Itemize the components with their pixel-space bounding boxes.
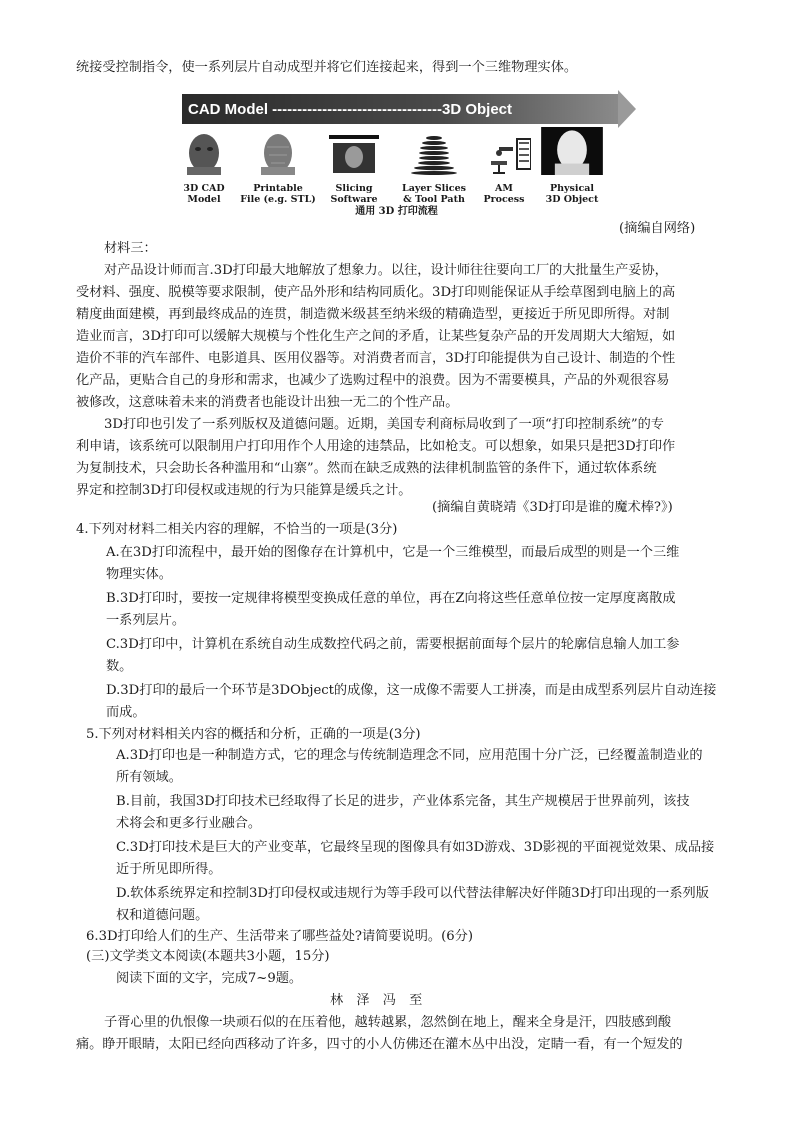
- question-5-option-a: A.3D打印也是一种制造方式，它的理念与传统制造理念不同，应用范围十分广泛，已经覆盖制造业的: [116, 748, 703, 763]
- arrow-right-icon: [618, 90, 636, 128]
- story-line: 痛。睁开眼睛，太阳已经向西移动了许多，四寸的小人仿佛还在灌木丛中出没，定睛一看，有一个短发的: [76, 1037, 683, 1052]
- figure-source: (摘编自网络): [619, 221, 696, 236]
- face-model-icon: [177, 133, 231, 175]
- material3-source: (摘编自黄晓靖《3D打印是谁的魔术棒?》): [432, 500, 673, 515]
- question-4-option-c: C.3D打印中，计算机在系统自动生成数控代码之前，需要根据前面每个层片的轮廓信息输人加工参: [106, 637, 680, 652]
- printer-icon: [477, 133, 531, 175]
- question-4-option-b: B.3D打印时，要按一定规律将模型变换成任意的单位，再在Z向将这些任意单位按一定厚度离散成: [106, 591, 676, 606]
- step-layer-slices: [394, 133, 474, 205]
- question-5-option-c: C.3D打印技术是巨大的产业变革，它最终呈现的图像具有如3D游戏、3D影视的平面视觉效果、成品接: [116, 840, 715, 855]
- physical-object-icon: [537, 127, 607, 175]
- question-4-stem: 4.下列对材料二相关内容的理解，不恰当的一项是(3分): [76, 522, 398, 537]
- question-5-option-d-cont: 权和道德问题。: [116, 908, 209, 923]
- paragraph-line: 为复制技术，只会助长各种滥用和“山寨”。然而在缺乏成熟的法律机制监管的条件下，通过软体系统: [76, 461, 657, 476]
- file-face-icon: [251, 133, 305, 175]
- question-5-stem: 5.下列对材料相关内容的概括和分析，正确的一项是(3分): [86, 727, 421, 742]
- story-line: 子胥心里的仇恨像一块顽石似的在压着他，越转越累，忽然倒在地上，醒来全身是汗，四肢感到酸: [104, 1015, 672, 1030]
- section-3-instruction: 阅读下面的文字，完成7~9题。: [116, 971, 303, 986]
- question-5-option-d: D.软体系统界定和控制3D打印侵权或违规行为等手段可以代替法律解决好伴随3D打印出现的一系列版: [116, 886, 709, 901]
- step-line1: Physical: [549, 183, 595, 194]
- step-line1: Slicing: [335, 183, 373, 194]
- step-physical-object: [532, 133, 612, 205]
- story-title: 林 泽 冯 至: [330, 993, 423, 1008]
- question-5-option-c-cont: 近于所见即所得。: [116, 862, 222, 877]
- figure-banner: CAD Model ----------------------------------3D Object: [182, 94, 618, 124]
- section-3-title: (三)文学类文本阅读(本题共3小题，15分): [86, 949, 330, 964]
- step-line2: 3D Object: [545, 194, 599, 205]
- step-line2: File (e.g. STL): [240, 194, 316, 205]
- paragraph-line: 被修改，这意味着未来的消费者也能设计出独一无二的个性产品。: [76, 395, 459, 410]
- material3-heading: 材料三：: [104, 241, 157, 256]
- question-4-option-a-cont: 物理实体。: [106, 567, 172, 582]
- question-4-option-c-cont: 数。: [106, 659, 133, 674]
- step-line1: 3D CAD: [183, 183, 225, 194]
- step-line1: Printable: [253, 183, 303, 194]
- question-4-option-d-cont: 而成。: [106, 705, 146, 720]
- question-5-option-a-cont: 所有领域。: [116, 770, 182, 785]
- step-line1: AM: [495, 183, 513, 194]
- question-5-option-b-cont: 术将会和更多行业融合。: [116, 816, 262, 831]
- figure-caption: 通用 3D 打印流程: [355, 206, 438, 217]
- intro-line: 统接受控制指令，使一系列层片自动成型并将它们连接起来，得到一个三维物理实体。: [76, 60, 578, 75]
- step-cad-model: [164, 133, 244, 205]
- paragraph-line: 3D打印也引发了一系列版权及道德问题。近期，美国专利商标局收到了一项“打印控制系统”的专: [104, 417, 664, 432]
- step-line2: Process: [483, 194, 525, 205]
- question-4-option-b-cont: 一系列层片。: [106, 613, 186, 628]
- step-line2: & Tool Path: [403, 194, 465, 205]
- paragraph-line: 利申请，该系统可以限制用户打印用作个人用途的违禁品，比如枪支。可以想象，如果只是把3D打印作: [76, 439, 676, 454]
- paragraph-line: 对产品设计师而言.3D打印最大地解放了想象力。以往，设计师往往要向工厂的大批量生产妥协，: [104, 263, 668, 278]
- question-5-option-b: B.目前，我国3D打印技术已经取得了长足的进步，产业体系完备，其生产规模居于世界前列，该技: [116, 794, 690, 809]
- question-6: 6.3D打印给人们的生产、生活带来了哪些益处?请简要说明。(6分): [86, 929, 473, 944]
- slicing-icon: [327, 133, 381, 175]
- paragraph-line: 受材料、强度、脱模等要求限制，使产品外形和结构同质化。3D打印则能保证从手绘草图到电脑上的高: [76, 285, 676, 300]
- paragraph-line: 化产品，更贴合自己的身形和需求，也减少了选购过程中的浪费。因为不需要模具，产品的外观很容易: [76, 373, 670, 388]
- paragraph-line: 造价不菲的汽车部件、电影道具、医用仪器等。对消费者而言，3D打印能提供为自己设计、制造的个性: [76, 351, 676, 366]
- paragraph-line: 界定和控制3D打印侵权或违规的行为只能算是缓兵之计。: [76, 483, 412, 498]
- step-slicing-software: [314, 133, 394, 205]
- question-4-option-a: A.在3D打印流程中，最开始的图像存在计算机中，它是一个三维模型，而最后成型的则是一个三维: [106, 545, 680, 560]
- layer-slices-icon: [407, 133, 461, 175]
- step-line1: Layer Slices: [402, 183, 466, 194]
- step-line2: Model: [187, 194, 221, 205]
- step-line2: Software: [330, 194, 378, 205]
- paragraph-line: 造业而言，3D打印可以缓解大规模与个性化生产之间的矛盾，让某些复杂产品的开发周期大大缩短，如: [76, 329, 676, 344]
- paragraph-line: 精度曲面建模，再到最终成品的连贯，制造微米级甚至纳米级的精确造型，更接近于所见即所得。对制: [76, 307, 670, 322]
- step-printable-file: [238, 133, 318, 205]
- question-4-option-d: D.3D打印的最后一个环节是3DObject的成像，这一成像不需要人工拼凑，而是由成型系列层片自动连接: [106, 683, 717, 698]
